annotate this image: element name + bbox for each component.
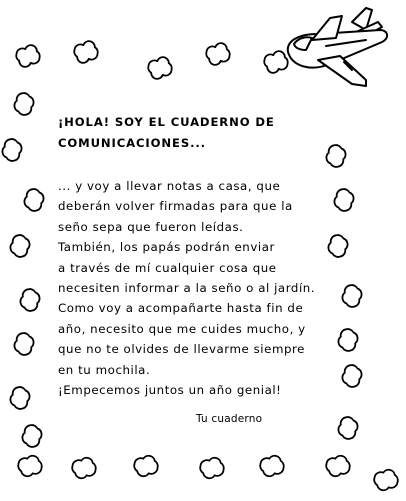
body-line: año, necesito que me cuides mucho, y xyxy=(58,321,306,336)
heading-line-1: ¡HOLA! SOY EL CUADERNO DE xyxy=(58,115,275,129)
body-line: en tu mochila. xyxy=(58,362,151,377)
body-line: ¡Empecemos juntos un año genial! xyxy=(58,383,282,398)
signature: Tu cuaderno xyxy=(196,413,263,425)
body-line: que no te olvides de llevarme siempre xyxy=(58,342,305,357)
body-line: También, los papás podrán enviar xyxy=(58,240,275,255)
message-body xyxy=(58,176,358,400)
body-line: Como voy a acompañarte hasta fin de xyxy=(58,301,304,316)
body-line: ... y voy a llevar notas a casa, que xyxy=(58,179,281,193)
body-line: seño sepa que fueron leídas. xyxy=(58,219,244,234)
page-heading xyxy=(58,112,358,154)
body-line: deberán volver firmadas para que la xyxy=(58,199,293,214)
body-line: necesiten informar a la seño o al jardín. xyxy=(58,281,316,296)
heading-line-2: COMUNICACIONES... xyxy=(58,136,206,150)
body-line: a través de mí cualquier cosa que xyxy=(58,260,277,275)
